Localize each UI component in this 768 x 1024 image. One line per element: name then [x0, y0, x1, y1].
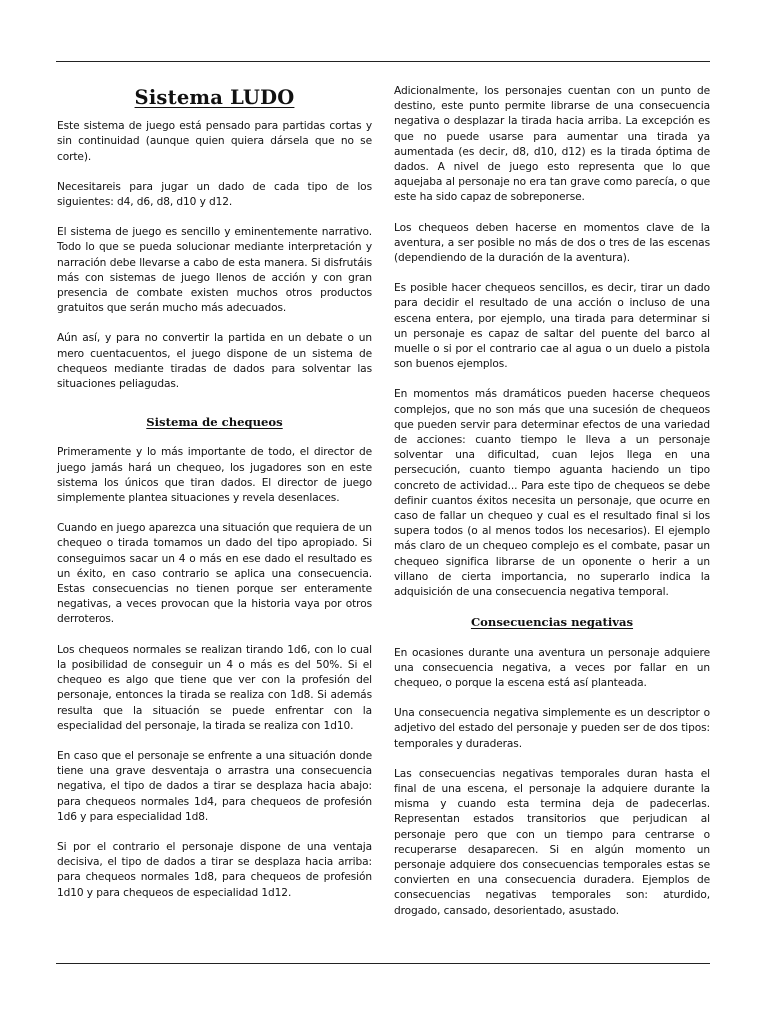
- paragraph: Es posible hacer chequeos sencillos, es decir, tirar un dado para decidir el resultado de una acción o incluso de una escena entera, por ejemplo, una tirada para determinar si un personaje es capaz de saltar del puente del barco al muelle o si por el contrario cae al agua o un duelo a pistola son buenos ejemplos.: [394, 282, 710, 371]
- top-rule: [56, 61, 710, 62]
- right-column: [394, 84, 710, 934]
- section-heading-consecuencias: Consecuencias negativas: [470, 615, 634, 630]
- paragraph: Una consecuencia negativa simplemente es un descriptor o adjetivo del estado del personaje y pueden ser de dos tipos: temporales y duraderas.: [394, 707, 710, 750]
- paragraph: En ocasiones durante una aventura un personaje adquiere una consecuencia negativa, a veces por fallar en un chequeo, o porque la escena está así planteada.: [394, 646, 710, 689]
- paragraph: Este sistema de juego está pensado para partidas cortas y sin continuidad (aunque quien quiera dársela que no se corte).: [57, 120, 372, 163]
- paragraph: En momentos más dramáticos pueden hacerse chequeos complejos, que no son más que una sucesión de chequeos que pueden servir para determinar efectos de una variedad de acciones: cuanto tiempo le lleva a un personaje solventar una dificultad, cuan lejos llega en una persecución, cuanto tiempo aguanta haciendo un tipo concreto de actividad... Para este tipo de chequeos se debe definir cuantos éxitos necesita un personaje, que ocurre en caso de fallar un chequeo y cual es el resultado final si los supera todos (o al menos todos los necesarios). El ejemplo más claro de un chequeo complejo es el combate, pasar un chequeo significa librarse de un oponente o herir a un villano de cierta importancia, no superarlo indica la adquisición de una consecuencia negativa temporal.: [394, 388, 710, 599]
- page-title: Sistema LUDO: [134, 86, 295, 109]
- paragraph: Las consecuencias negativas temporales duran hasta el final de una escena, el personaje la adquiere durante la misma y cuando esta termina deja de padecerlas. Representan estados transitorios que perjudican al personaje pero que con un tiempo para centrarse o recuperarse desaparecen. Si en algún momento un personaje adquiere dos consecuencias temporales estas se convierten en una consecuencia duradera. Ejemplos de consecuencias negativas temporales son: aturdido, drogado, cansado, desorientado, asustado.: [394, 767, 710, 917]
- paragraph: Primeramente y lo más importante de todo, el director de juego jamás hará un chequeo, los jugadores son en este sistema los únicos que tiran dados. El director de juego simplemente plantea situaciones y revela desenlaces.: [57, 446, 372, 505]
- paragraph: Si por el contrario el personaje dispone de una ventaja decisiva, el tipo de dados a tirar se desplaza hacia arriba: para chequeos normales 1d8, para chequeos de profesión 1d10 y para chequeos de especialidad 1d12.: [57, 840, 372, 899]
- paragraph: Cuando en juego aparezca una situación que requiera de un chequeo o tirada tomamos un dado del tipo apropiado. Si conseguimos sacar un 4 o más en ese dado el resultado es un éxito, en caso contrario se aplica una consecuencia. Estas consecuencias no tienen porque ser enteramente negativas, a veces provocan que la historia vaya por otros derroteros.: [57, 522, 372, 626]
- paragraph: Necesitareis para jugar un dado de cada tipo de los siguientes: d4, d6, d8, d10 y d12.: [57, 180, 372, 209]
- bottom-rule: [56, 963, 710, 964]
- paragraph: Los chequeos deben hacerse en momentos clave de la aventura, a ser posible no más de dos o tres de las escenas (dependiendo de la duración de la aventura).: [394, 221, 710, 265]
- paragraph: En caso que el personaje se enfrente a una situación donde tiene una grave desventaja o arrastra una consecuencia negativa, el tipo de dados a tirar se desplaza hacia abajo: para chequeos normales 1d4, para chequeos de profesión 1d6 y para especialidad 1d8.: [57, 749, 372, 823]
- paragraph: El sistema de juego es sencillo y eminentemente narrativo. Todo lo que se pueda solucionar mediante interpretación y narración debe llevarse a cabo de esta manera. Si disfrutáis más con sistemas de juego llenos de acción y con gran presencia de combate existen muchos otros productos gratuitos que serán mucho más adecuados.: [57, 226, 372, 315]
- section-heading-chequeos: Sistema de chequeos: [146, 415, 283, 430]
- paragraph: Los chequeos normales se realizan tirando 1d6, con lo cual la posibilidad de conseguir un 4 o más es del 50%. Si el chequeo es algo que tiene que ver con la profesión del personaje, entonces la tirada se realiza con 1d8. Si además resulta que la situación se puede enfrentar con la especialidad del personaje, la tirada se realiza con 1d10.: [57, 643, 372, 732]
- paragraph: Aún así, y para no convertir la partida en un debate o un mero cuentacuentos, el juego dispone de un sistema de chequeos mediante tiradas de dados para solventar las situaciones peliagudas.: [57, 332, 372, 391]
- paragraph: Adicionalmente, los personajes cuentan con un punto de destino, este punto permite librarse de una consecuencia negativa o desplazar la tirada hacia arriba. La excepción es que no puede usarse para aumentar una tirada ya aumentada (es decir, d8, d10, d12) es la tirada óptima de dados. A nivel de juego esto representa que lo que aquejaba al personaje no era tan grave como parecía, o que este ha sido capaz de sobreponerse.: [394, 85, 710, 204]
- left-column: [57, 84, 372, 916]
